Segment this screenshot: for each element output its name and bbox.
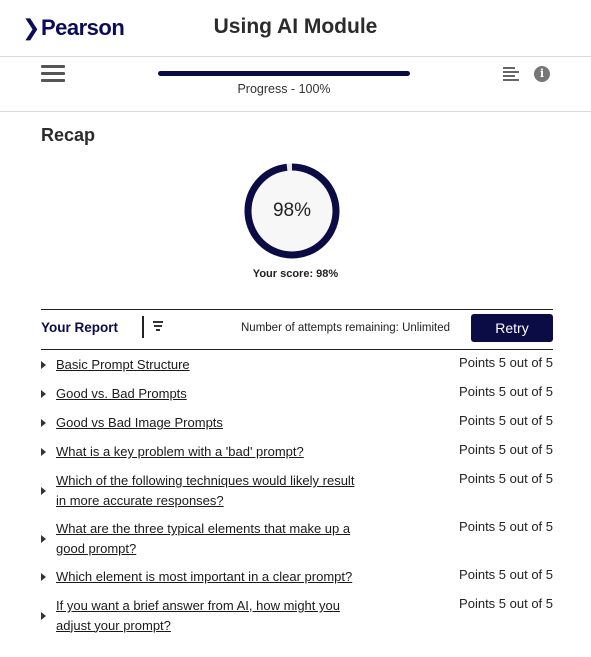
pearson-logo-mark-icon: ❯	[22, 15, 40, 40]
score-caption: Your score: 98%	[252, 268, 339, 280]
filter-icon[interactable]	[153, 321, 165, 333]
report-item-link[interactable]: Which element is most important in a clear prompt?	[56, 569, 353, 584]
expand-caret-icon[interactable]	[41, 612, 46, 620]
expand-caret-icon[interactable]	[41, 419, 46, 427]
report-item[interactable]	[41, 567, 553, 587]
expand-caret-icon[interactable]	[41, 535, 46, 543]
report-item-points: Points 5 out of 5	[459, 384, 553, 399]
progress-bar-fill	[158, 71, 410, 76]
report-item-points: Points 5 out of 5	[459, 442, 553, 457]
report-item-link[interactable]: If you want a brief answer from AI, how might you adjust your prompt?	[56, 598, 340, 633]
report-item-points: Points 5 out of 5	[459, 596, 553, 611]
report-item[interactable]	[41, 413, 553, 433]
attempts-remaining: Number of attempts remaining: Unlimited	[241, 322, 450, 334]
report-item-points: Points 5 out of 5	[459, 413, 553, 428]
report-toolbar	[41, 309, 553, 350]
report-item-link[interactable]: Basic Prompt Structure	[56, 357, 190, 372]
info-icon[interactable]: i	[534, 66, 550, 82]
retry-button[interactable]: Retry	[471, 314, 553, 342]
expand-caret-icon[interactable]	[41, 390, 46, 398]
toolbar	[0, 57, 591, 112]
report-item-link[interactable]: Good vs. Bad Prompts	[56, 386, 187, 401]
recap-heading: Recap	[41, 125, 96, 145]
logo-text: Pearson	[40, 15, 125, 40]
report-item-points: Points 5 out of 5	[459, 355, 553, 370]
report-item-points: Points 5 out of 5	[459, 519, 553, 534]
report-item-link[interactable]: Good vs Bad Image Prompts	[56, 415, 223, 430]
expand-caret-icon[interactable]	[41, 487, 46, 495]
page-title: Using AI Module	[213, 15, 378, 38]
expand-caret-icon[interactable]	[41, 448, 46, 456]
progress-bar	[158, 71, 410, 76]
score-value: 98%	[272, 200, 312, 221]
report-title: Your Report	[41, 320, 118, 335]
report-item[interactable]	[41, 384, 553, 404]
expand-caret-icon[interactable]	[41, 361, 46, 369]
report-item-link[interactable]: What is a key problem with a 'bad' prompt?	[56, 444, 304, 459]
report-item-link[interactable]: What are the three typical elements that make up a good prompt?	[56, 521, 351, 556]
report-item-link[interactable]: Which of the following techniques would likely result in more accurate responses?	[56, 473, 355, 508]
app-header	[0, 0, 591, 57]
report-item[interactable]	[41, 442, 553, 462]
table-of-contents-icon[interactable]	[503, 67, 519, 81]
expand-caret-icon[interactable]	[41, 573, 46, 581]
report-item[interactable]	[41, 471, 553, 510]
report-item[interactable]	[41, 355, 553, 375]
report-item-points: Points 5 out of 5	[459, 471, 553, 486]
report-divider	[142, 316, 144, 338]
report-item[interactable]	[41, 519, 553, 558]
report-item[interactable]	[41, 596, 553, 635]
progress-label: Progress - 100%	[237, 82, 331, 96]
hamburger-menu-icon[interactable]	[41, 65, 65, 83]
report-item-points: Points 5 out of 5	[459, 567, 553, 582]
